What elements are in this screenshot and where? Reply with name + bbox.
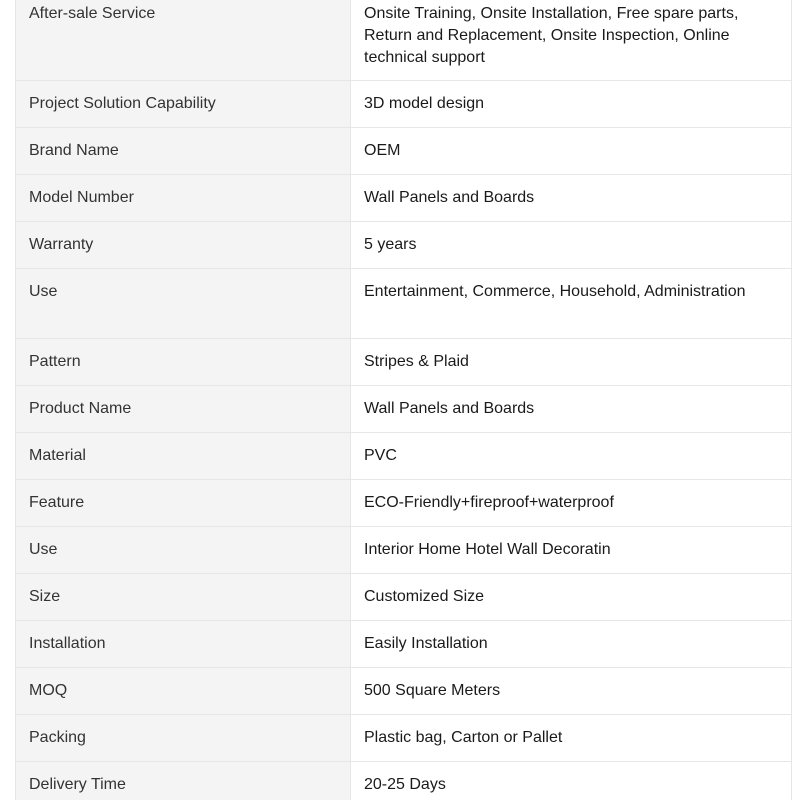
attribute-value: Wall Panels and Boards bbox=[351, 175, 792, 222]
attribute-label: Size bbox=[16, 574, 351, 621]
table-row bbox=[16, 574, 792, 621]
attribute-value: Interior Home Hotel Wall Decoratin bbox=[351, 527, 792, 574]
attribute-value: PVC bbox=[351, 433, 792, 480]
attribute-label: After-sale Service bbox=[16, 0, 351, 81]
table-row bbox=[16, 339, 792, 386]
table-row bbox=[16, 762, 792, 800]
attribute-value: OEM bbox=[351, 128, 792, 175]
attribute-value: 5 years bbox=[351, 222, 792, 269]
attribute-label: Project Solution Capability bbox=[16, 81, 351, 128]
table-row bbox=[16, 668, 792, 715]
table-row bbox=[16, 175, 792, 222]
attribute-value: Plastic bag, Carton or Pallet bbox=[351, 715, 792, 762]
table-row bbox=[16, 386, 792, 433]
table-row bbox=[16, 433, 792, 480]
attribute-value: ECO-Friendly+fireproof+waterproof bbox=[351, 480, 792, 527]
attribute-label: Material bbox=[16, 433, 351, 480]
attribute-label: Pattern bbox=[16, 339, 351, 386]
attribute-label: Use bbox=[16, 269, 351, 339]
attribute-label: Product Name bbox=[16, 386, 351, 433]
table-row bbox=[16, 715, 792, 762]
table-row bbox=[16, 480, 792, 527]
attribute-label: Delivery Time bbox=[16, 762, 351, 800]
product-attributes-table bbox=[15, 0, 792, 800]
attribute-value: Onsite Training, Onsite Installation, Free spare parts, Return and Replacement, Onsite Inspection, Online technical support bbox=[351, 0, 792, 81]
table-row bbox=[16, 81, 792, 128]
table-row bbox=[16, 222, 792, 269]
attribute-value: 500 Square Meters bbox=[351, 668, 792, 715]
attribute-value: Wall Panels and Boards bbox=[351, 386, 792, 433]
attribute-value: Easily Installation bbox=[351, 621, 792, 668]
attribute-label: Installation bbox=[16, 621, 351, 668]
attribute-label: Brand Name bbox=[16, 128, 351, 175]
attribute-label: Warranty bbox=[16, 222, 351, 269]
attribute-value: Customized Size bbox=[351, 574, 792, 621]
attribute-value: 20-25 Days bbox=[351, 762, 792, 800]
attribute-value: Entertainment, Commerce, Household, Administration bbox=[351, 269, 792, 339]
attribute-label: MOQ bbox=[16, 668, 351, 715]
table-row bbox=[16, 128, 792, 175]
table-row bbox=[16, 0, 792, 81]
attribute-value: 3D model design bbox=[351, 81, 792, 128]
attribute-label: Feature bbox=[16, 480, 351, 527]
table-row bbox=[16, 621, 792, 668]
attribute-label: Packing bbox=[16, 715, 351, 762]
attribute-label: Use bbox=[16, 527, 351, 574]
attribute-value: Stripes & Plaid bbox=[351, 339, 792, 386]
attribute-label: Model Number bbox=[16, 175, 351, 222]
table-row bbox=[16, 527, 792, 574]
table-row bbox=[16, 269, 792, 339]
